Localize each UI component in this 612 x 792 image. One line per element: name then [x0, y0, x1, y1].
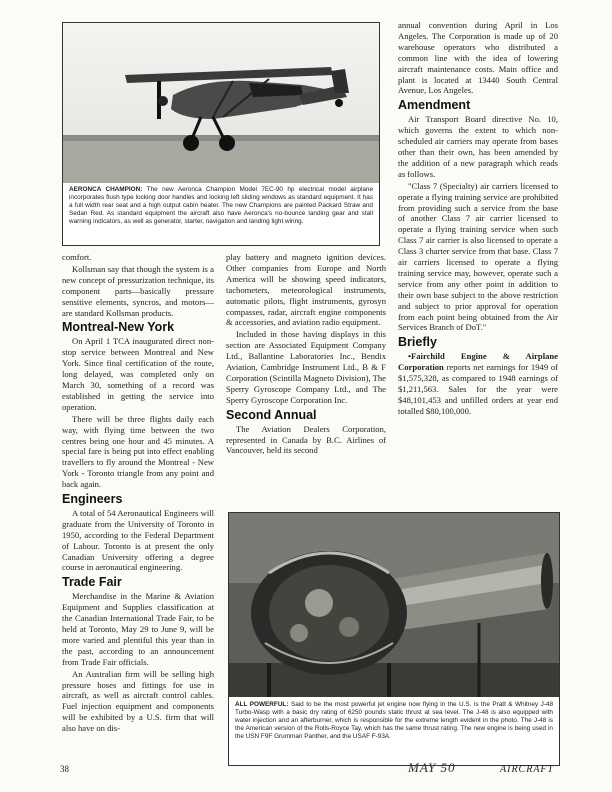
briefly-company: •Fairchild Engine & Airplane Corporation [398, 351, 558, 373]
tradefair-p1: Merchandise in the Marine & Aviation Equipment and Supplies classification at the Canadian International Trade Fair, to be held at Toronto, May 29 to June 9, will be more varied and plentiful this year than in the past, according to an announcement from Trade Fair officials. [62, 591, 214, 667]
heading-briefly: Briefly [398, 335, 437, 350]
aeronca-photo-frame [62, 22, 380, 246]
aeronca-caption [63, 183, 379, 226]
briefly-text: reports net earnings for 1949 of $1,575,328, as compared to 1948 earnings of $1,211,563. Sales for the year were $48,101,453 and unfilled orders at year end totalled $80,100,000. [398, 362, 558, 416]
montreal-p1: On April 1 TCA inaugurated direct non-stop service between Montreal and New York. Since final certification of the route, long delayed, was completed only on March 30, something of a record was established in getting the service into operation. [62, 336, 214, 412]
heading-trade-fair: Trade Fair [62, 575, 122, 590]
page-number: 38 [60, 764, 69, 774]
aeronca-photo [63, 23, 379, 183]
heading-amendment: Amendment [398, 98, 471, 113]
montreal-p2: There will be three flights daily each way, with flying time between the two centres being one hour and 45 minutes. A special fare is being put into effect enabling travellers to fly around the Montreal - New York - Toronto triangle from any point and back again. [62, 413, 214, 490]
col2-p2: Included in those having displays in this section are Associated Equipment Company Ltd., Ballantine Laboratories Inc., Bendix Aviation, Cambridge Instrument Ltd., B & F Corporation (Scintilla Magneto Division), The Sperry Gyroscope Company Ltd., and The Sperry Gyroscope Corporation Inc. [226, 329, 386, 405]
col1-intro-p1: comfort. [62, 252, 92, 262]
col1-intro-p2: Kollsman say that though the system is a new concept of pressurization technique, its component parts—basically pressure sensitive elements, syncros, and motors—are standard Kollsman products. [62, 263, 214, 318]
amend-p2: "Class 7 (Specialty) air carriers licensed to operate a flying training service are prohibited from providing such a service from the base of another Class 7 air carrier licensed to operate a flying training service when such Class 7 air carrier is also licensed to operate a Class 3 charter service from that base. Class 7 air carriers licensed to operate a flying training service may, however, operate such a service from any other point in addition to their own base subject to the above restriction and subject to prior approval for operation from each point being obtained from the Air Services Branch of DoT." [398, 180, 558, 333]
column-3 [398, 20, 558, 418]
briefly-p1 [398, 351, 558, 416]
engine-caption-text: Said to be the most powerful jet engine now flying in the U.S. is the Pratt & Whitney J-48 Turbo-Wasp with a basic dry rating of 6250 pounds static thrust at sea level. The J-48 is also equipped with water injection and an afterburner, which is responsible for the extreme length evident in the photo. The J-48 is the American version of the Rolls-Royce Tay, which has the same thrust rating. The new engine is being used in the USN F9F Grumman Panther, and the USAF F-93A. [235, 701, 554, 740]
handwritten-date: MAY 50 [408, 760, 456, 775]
tradefair-p2: An Australian firm will be selling high pressure hoses and fittings for use in aircraft, as well as aircraft control cables. Fuel injection equipment and components will be exhibited by a U.S. firm that will also have on dis- [62, 668, 214, 734]
magazine-name: AIRCRAFT [500, 764, 555, 775]
heading-montreal-new-york: Montreal-New York [62, 320, 175, 335]
column-2 [226, 252, 386, 457]
col2-p1: play battery and magneto ignition devices. Other companies from Europe and North America will be showing speed indicators, tachometers, meteorological instruments, automatic pilots, flight instruments, gyrosyn compasses, radar, aircraft engine components & accessories, and aviation radio equipment. [226, 252, 386, 328]
aeronca-caption-text: The new Aeronca Champion Model 7EC-90 hp electrical model airplane incorporates flush type locking door handles and locking left sliding windows as standard equipment. It has a full width rear seat and a high output cabin heater. The new Champions are painted Packard Straw and Sedan Red. As standard equipment the aircraft also have Aeronca's no-bounce landing gear and stall warning indicators, as well as generator, starter, navigation and landing light wiring. [69, 186, 373, 225]
engine-photo-frame [228, 512, 560, 766]
second-p1: The Aviation Dealers Corporation, represented in Canada by B.C. Airlines of Vancouver, held its second [226, 423, 386, 456]
engine-caption-label: ALL POWERFUL: [235, 701, 289, 708]
column-1 [62, 252, 214, 735]
amend-p1: Air Transport Board directive No. 10, which governs the extent to which non-scheduled air carriers may operate from bases other than their own, has been amended by the addition of a new paragraph which reads as follows. [398, 114, 558, 179]
aeronca-caption-label: AERONCA CHAMPION: [69, 186, 143, 193]
j48-engine-photo [229, 513, 559, 697]
engine-caption [229, 697, 559, 741]
col3-p1: annual convention during April in Los Angeles. The Corporation is made up of 20 warehouse operators who distributed a common line with the idea of lowering aircraft maintenance costs. Main office and plant is located at 13440 South Central Avenue, Los Angeles. [398, 20, 558, 96]
heading-second-annual: Second Annual [226, 407, 317, 422]
heading-engineers: Engineers [62, 492, 123, 507]
engineers-p1: A total of 54 Aeronautical Engineers will graduate from the University of Toronto in 1950, according to the Federal Department of Labour. Toronto is at present the only Canadian University offering a degree course in aeronautical engineering. [62, 507, 214, 573]
